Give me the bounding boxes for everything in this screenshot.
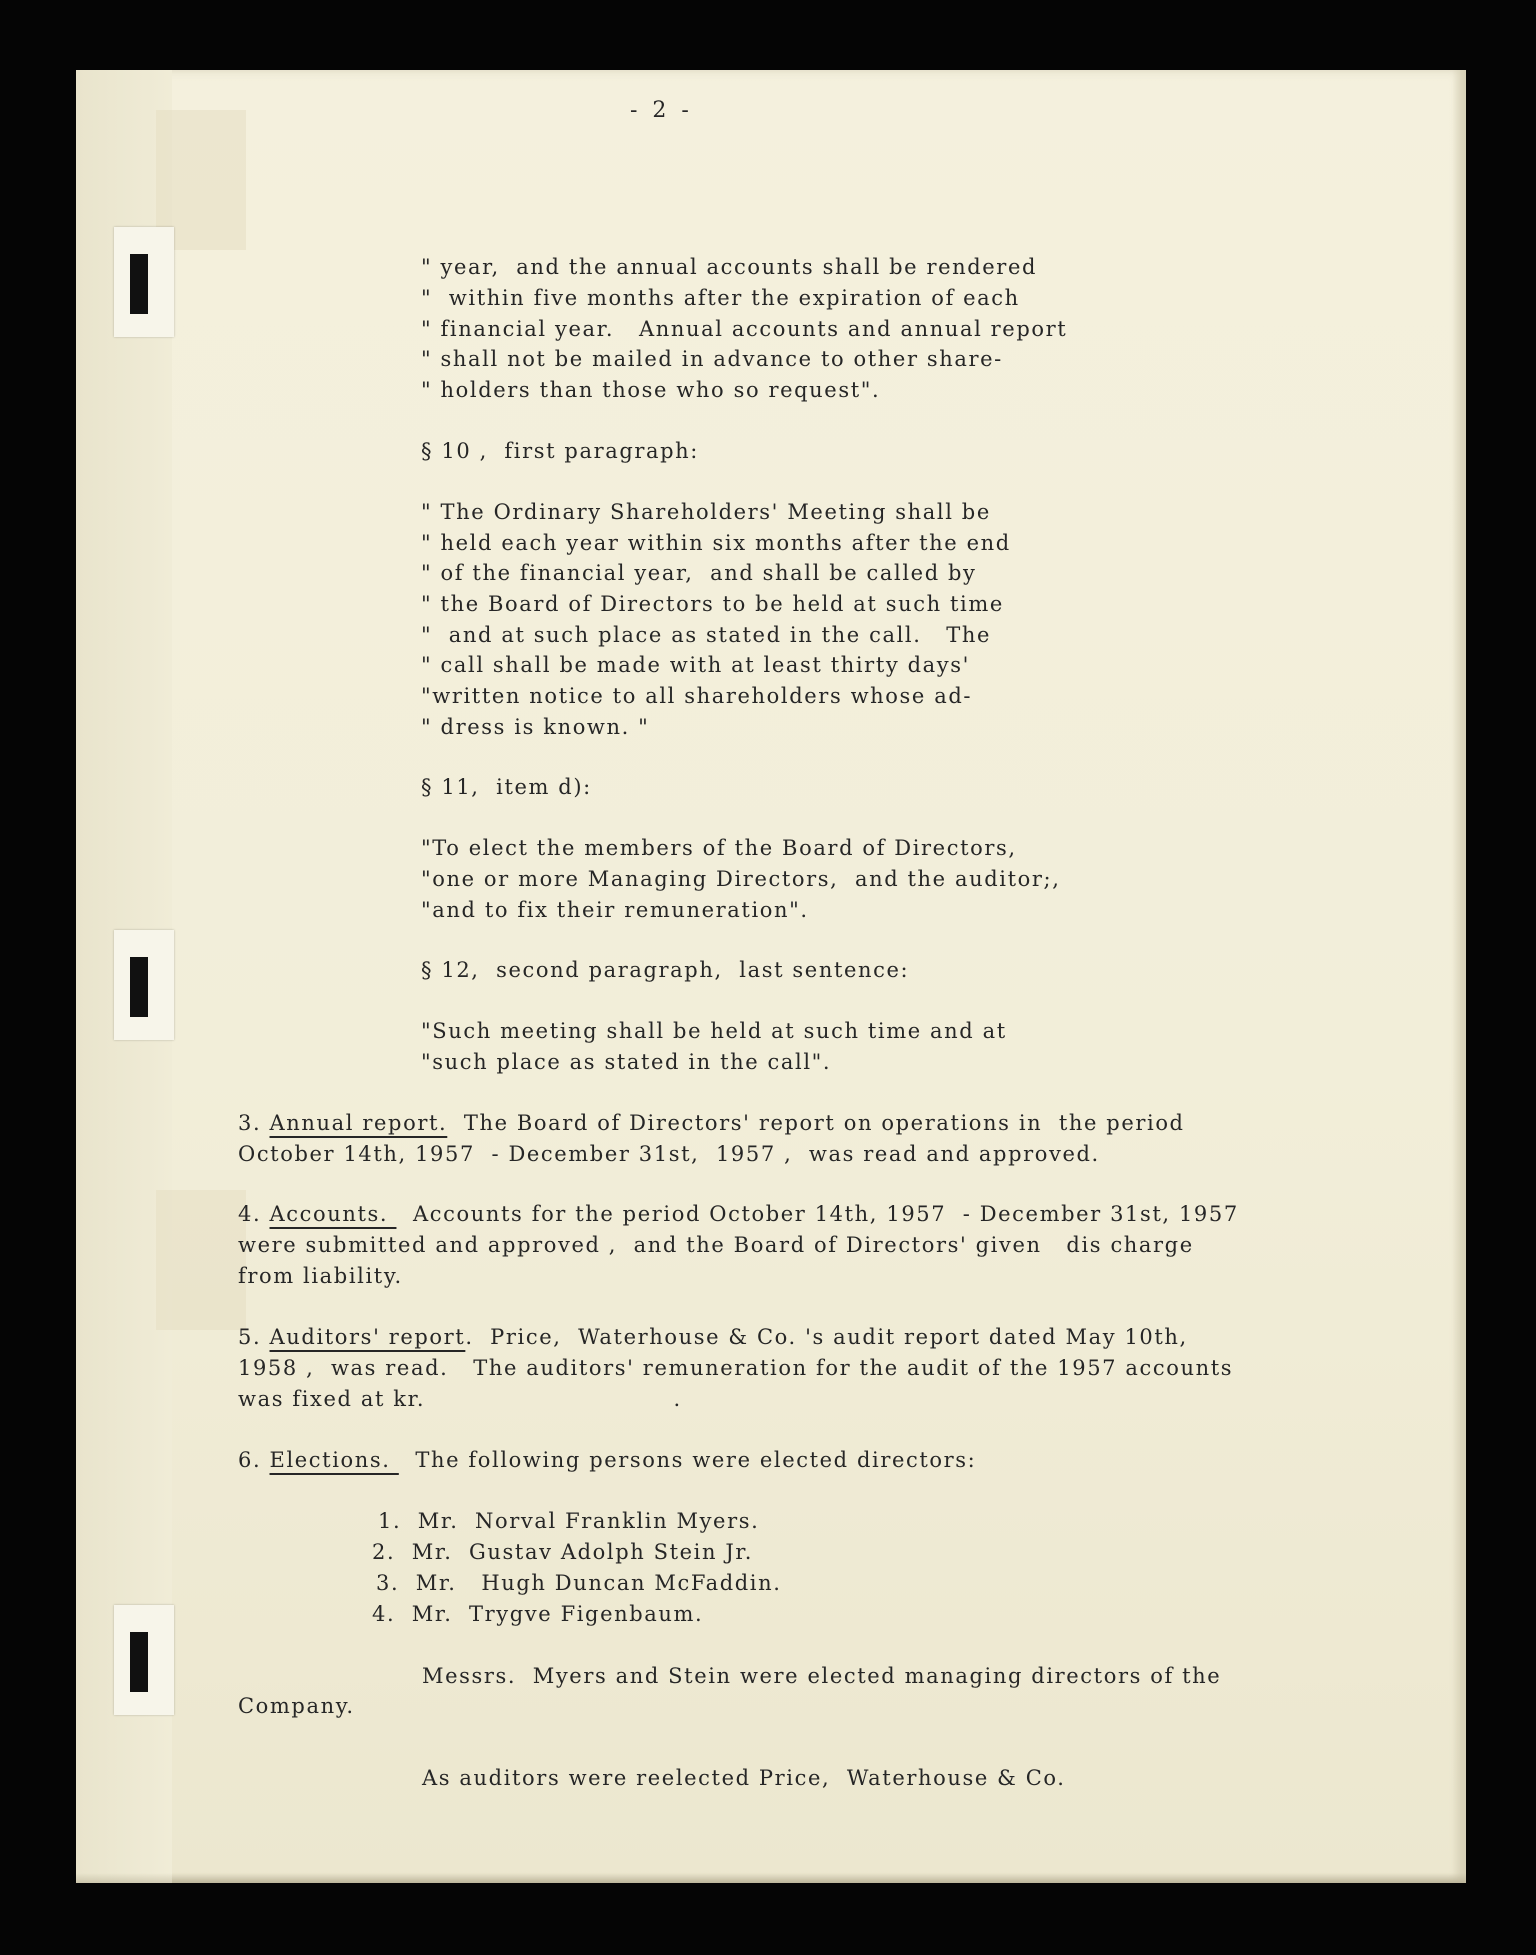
page-edge-shadow bbox=[1452, 70, 1466, 1883]
item-6-number: 6. bbox=[238, 1448, 270, 1472]
item-5-first-line bbox=[238, 1322, 1188, 1353]
managing-directors-line: Messrs. Myers and Stein were elected managing directors of the bbox=[422, 1664, 1222, 1688]
quote-line: " call shall be made with at least thirty days' bbox=[421, 653, 970, 677]
item-3-heading: Annual report. bbox=[269, 1111, 448, 1135]
quote-line: " financial year. Annual accounts and annual report bbox=[421, 317, 1068, 341]
quote-line: "and to fix their remuneration". bbox=[421, 898, 809, 922]
item-5-line: 1958 , was read. The auditors' remuneration for the audit of the 1957 accounts bbox=[238, 1356, 1234, 1380]
section-12-label: § 12, second paragraph, last sentence: bbox=[421, 958, 910, 982]
item-5-heading: Auditors' report bbox=[269, 1325, 466, 1349]
bottom-shadow bbox=[76, 1873, 1466, 1883]
managing-directors-line: Company. bbox=[238, 1694, 355, 1718]
item-4-number: 4. bbox=[238, 1202, 270, 1226]
item-5-text: . Price, Waterhouse & Co. 's audit report dated May 10th, bbox=[465, 1325, 1188, 1349]
section-10-label: § 10 , first paragraph: bbox=[421, 439, 699, 463]
quote-line: " and at such place as stated in the call. The bbox=[421, 623, 992, 647]
item-6-first-line bbox=[238, 1445, 976, 1476]
quote-line: " holders than those who so request". bbox=[421, 378, 881, 402]
binding-bar-bottom bbox=[130, 1632, 148, 1692]
item-3-number: 3. bbox=[238, 1111, 270, 1135]
quote-line: "written notice to all shareholders whose ad- bbox=[421, 684, 973, 708]
item-4-line: from liability. bbox=[238, 1264, 403, 1288]
quote-line: "such place as stated in the call". bbox=[421, 1050, 832, 1074]
binding-bar-middle bbox=[130, 957, 148, 1017]
page-number: - 2 - bbox=[630, 98, 693, 123]
director-list-item: 4. Mr. Trygve Figenbaum. bbox=[372, 1602, 704, 1626]
director-list-item: 1. Mr. Norval Franklin Myers. bbox=[378, 1509, 760, 1533]
quote-line: "one or more Managing Directors, and the auditor;, bbox=[421, 867, 1061, 891]
item-3-first-line bbox=[238, 1108, 1185, 1139]
quote-line: "To elect the members of the Board of Directors, bbox=[421, 836, 1017, 860]
director-list-item: 3. Mr. Hugh Duncan McFaddin. bbox=[376, 1571, 782, 1595]
item-3-text: The Board of Directors' report on operations in the period bbox=[447, 1111, 1185, 1135]
tape-mark-bottom bbox=[156, 1190, 246, 1330]
item-3-line: October 14th, 1957 - December 31st, 1957 , was read and approved. bbox=[238, 1142, 1100, 1166]
auditors-line: As auditors were reelected Price, Waterhouse & Co. bbox=[422, 1766, 1066, 1790]
quote-line: " The Ordinary Shareholders' Meeting shall be bbox=[421, 500, 991, 524]
item-4-text: Accounts for the period October 14th, 1957 - December 31st, 1957 bbox=[396, 1202, 1239, 1226]
item-6-text: The following persons were elected directors: bbox=[398, 1448, 977, 1472]
item-5-number: 5. bbox=[238, 1325, 270, 1349]
quote-line: " of the financial year, and shall be called by bbox=[421, 561, 977, 585]
item-4-heading: Accounts. bbox=[269, 1202, 397, 1226]
item-4-line: were submitted and approved , and the Board of Directors' given dis charge bbox=[238, 1233, 1194, 1257]
item-4-first-line bbox=[238, 1199, 1239, 1230]
binding-hole-top bbox=[114, 227, 174, 337]
quote-line: " year, and the annual accounts shall be rendered bbox=[421, 255, 1038, 279]
quote-line: " the Board of Directors to be held at such time bbox=[421, 592, 1004, 616]
binding-hole-bottom bbox=[114, 1605, 174, 1715]
section-11-label: § 11, item d): bbox=[421, 775, 592, 799]
quote-line: " dress is known. " bbox=[421, 715, 650, 739]
item-6-heading: Elections. bbox=[269, 1448, 399, 1472]
quote-line: " within five months after the expiration of each bbox=[421, 286, 1020, 310]
quote-line: "Such meeting shall be held at such time and at bbox=[421, 1019, 1007, 1043]
quote-line: " shall not be mailed in advance to other share- bbox=[421, 347, 1003, 371]
item-5-line: was fixed at kr. . bbox=[238, 1387, 682, 1411]
director-list-item: 2. Mr. Gustav Adolph Stein Jr. bbox=[372, 1540, 754, 1564]
binding-bar-top bbox=[130, 254, 148, 314]
quote-line: " held each year within six months after the end bbox=[421, 531, 1011, 555]
binding-hole-middle bbox=[114, 930, 174, 1040]
